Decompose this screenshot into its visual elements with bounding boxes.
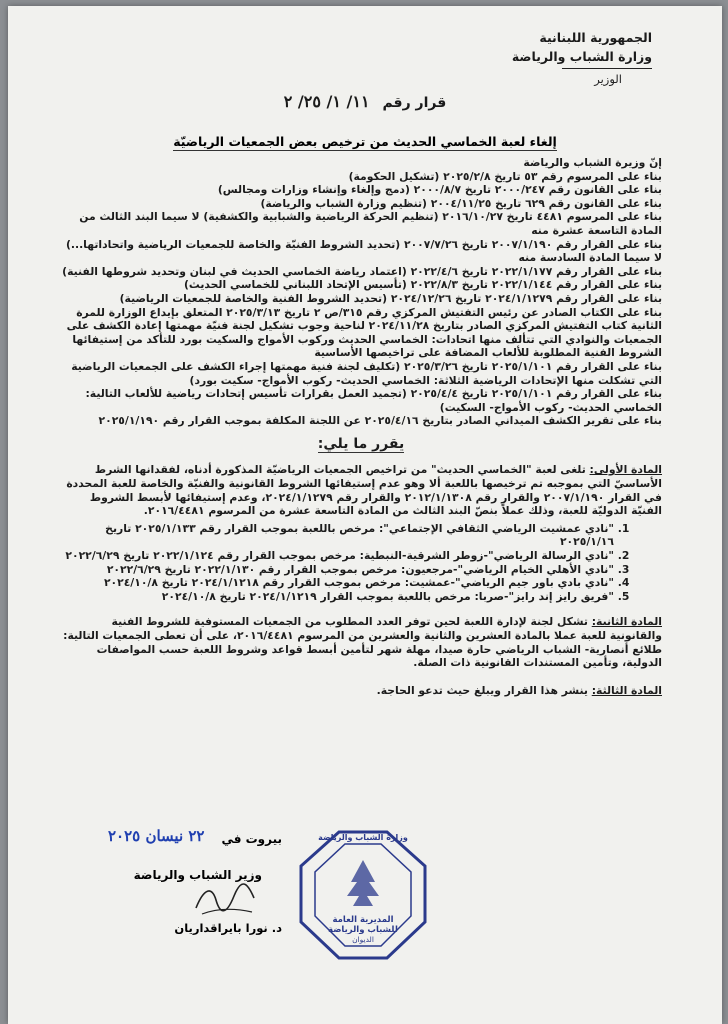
article-2-title: المادة الثانية: bbox=[591, 615, 662, 629]
preamble-line: بناء على القانون رقم ٦٢٩ تاريخ ٢٠٠٤/١١/٢٥ (تنظيم وزارة الشباب والرياضة) bbox=[260, 196, 662, 210]
minister-label: الوزير bbox=[594, 72, 622, 86]
preamble-line: بناء على المرسوم رقم ٥٣ تاريخ ٢٠٢٥/٢/٨ (تشكيل الحكومة) bbox=[348, 169, 662, 183]
stamp-line-3: الديوان bbox=[352, 935, 374, 944]
verdict-heading bbox=[60, 435, 662, 452]
document-body bbox=[60, 156, 662, 701]
letterhead bbox=[512, 28, 652, 69]
article-1-title: المادة الأولى: bbox=[589, 463, 662, 477]
stamp-line-1: المديرية العامة bbox=[332, 915, 394, 925]
article-1-text: تلغى لعبة "الخماسي الحديث" من تراخيص الجمعيات الرياضيّة المذكورة أدناه، لفقدانها الشرط الأساسيّ التي بموجبه تم ترخيصها باللعبة ألا وهو عدم إستيفائها الشروط القانونية والفنيّة والخاصة للعبة المحددة في القرار ٢٠٠٧/١/١٩٠ والقرار رقم ٢٠١٢/١/١٣٠٨ والقرار رقم ٢٠٢٤/١/١٢٧٩، وعدم إستيفائها لأبسط الشروط الفنيّة الدوليّة للعبة، وذلك عملاً بنصّ البند الثالث من المادة التاسعة عشرة من المرسوم ٢٠١٦/٤٤٨١. bbox=[66, 463, 662, 518]
signoff-name: د. نورا بايراقداريان bbox=[174, 921, 282, 935]
article-2-text: تشكل لجنة لإدارة اللعبة لحين توفر العدد المطلوب من الجمعيات المستوفية للشروط الفنية والقانونية للعبة عملا بالمادة العشرين والثانية والعشرين من المرسوم ٢٠١٦/٤٤٨١، على أن تعطى الجمعيات التالية: طلائع أنصارية- الشباب الرياضي حارة صيدا، مهلة شهر لتأمين أبسط قواعد وشروط اللعبة حسب المواصفات الدولية، وتأمين المستندات القانونية ذات الصلة. bbox=[63, 615, 662, 670]
stamp-line-2: للشباب والرياضة bbox=[328, 925, 398, 935]
article-1 bbox=[60, 463, 662, 517]
article-3-title: المادة الثالثة: bbox=[591, 683, 662, 697]
preamble-line: بناء على القانون رقم ٢٠٠٠/٢٤٧ تاريخ ٢٠٠٠/٨/٧ (دمج وإلغاء وإنشاء وزارات ومجالس) bbox=[217, 183, 662, 197]
signoff-title: وزير الشباب والرياضة bbox=[133, 868, 262, 882]
subject-text: إلغاء لعبة الخماسي الحديث من ترخيص بعض الجمعيات الرياضيّة bbox=[173, 134, 557, 149]
header-underline bbox=[562, 68, 652, 69]
signature-icon bbox=[190, 878, 260, 922]
preamble-line: بناء على القرار رقم ٢٠٢٥/١/١٠١ تاريخ ٢٠٢٥/٤/٤ (تجميد العمل بقرارات تأسيس إتحادات رياضية للألعاب التالية: الخماسي الحديث- ركوب الأمواج- السكيت) bbox=[85, 387, 662, 414]
list-item: 2. "نادي الرسالة الرياضي"-زوطر الشرقية-النبطية: مرخص بموجب القرار رقم ٢٠٢٢/١/١٢٤ تاريخ ٢٠٢٢/٦/٢٩ bbox=[60, 549, 614, 563]
decision-number: ١١/ ١/ ٢٥/ ٢ bbox=[283, 92, 370, 111]
article-3 bbox=[60, 684, 662, 698]
preamble-line: بناء على القرار رقم ٢٠٢٢/١/١٧٧ تاريخ ٢٠٢٢/٤/٦ (اعتماد رياضة الخماسي الحديث في لبنان وتحديد شروطها الفنية) bbox=[62, 264, 662, 278]
handwritten-date: ٢٢ نيسان ٢٠٢٥ bbox=[108, 827, 205, 845]
preamble-line: بناء على القرار رقم ٢٠٢٢/١/١٤٤ تاريخ ٢٠٢٢/٨/٣ (تأسيس الإتحاد اللبناني للخماسي الحديث) bbox=[184, 278, 662, 292]
list-item: 1. "نادي عمشيت الرياضي الثقافي الإجتماعي": مرخص باللعبة بموجب القرار رقم ٢٠٢٥/١/١٣٣ تاريخ ٢٠٢٥/١/١٦ bbox=[60, 522, 614, 549]
club-list bbox=[60, 522, 662, 604]
document-page bbox=[8, 6, 722, 1024]
ministry-name: وزارة الشباب والرياضة bbox=[511, 49, 652, 64]
preamble-line: بناء على تقرير الكشف الميداني الصادر بتاريخ ٢٠٢٥/٤/١٦ عن اللجنة المكلفة بموجب القرار رقم ٢٠٢٥/١/١٩٠ bbox=[98, 414, 662, 428]
preamble-line: إنّ وزيرة الشباب والرياضة bbox=[523, 156, 662, 169]
article-2 bbox=[60, 615, 662, 669]
preamble-line: بناء على الكتاب الصادر عن رئيس التفتيش المركزي رقم ٣١٥/ص ٢ تاريخ ٢٠٢٥/٣/١٣ المتعلق بإيداع الوزارة للمرة الثانية كتاب التفتيش المركزي الصادر بتاريخ ٢٠٢٤/١١/٢٨ لناحية وجوب تشكيل لجنة فنيّة مهمتها إعادة الكشف على الجمعيات والنوادي التي تتألف منها اتحادات: الخماسي الحديث وركوب الأمواج والسكيت بورد للتأكد من إستيفائها الشروط الفنية المطلوبة للألعاب المضافة على تراخيصها الأساسية bbox=[66, 305, 662, 360]
decision-label: قرار رقم bbox=[382, 95, 447, 111]
decision-number-line bbox=[8, 92, 722, 111]
preamble-line: بناء على المرسوم ٤٤٨١ تاريخ ٢٠١٦/١٠/٢٧ (تنظيم الحركة الرياضية والشبابية والكشفية) لا سيما البند الثالث من المادة التاسعة عشرة منه bbox=[79, 210, 662, 237]
list-item: 3. "نادي الأهلي الخيام الرياضي"-مرجعيون: مرخص بموجب القرار رقم ٢٠٢٢/١/١٣٠ تاريخ ٢٠٢٢/٦/٢٩ bbox=[60, 563, 614, 577]
article-3-text: ينشر هذا القرار ويبلغ حيث تدعو الحاجة. bbox=[376, 683, 588, 697]
signoff-city: بيروت في bbox=[221, 832, 282, 846]
preamble-line: بناء على القرار رقم ٢٠٢٥/١/١٠١ تاريخ ٢٠٢٥/٣/٢٦ (تكليف لجنة فنية مهمتها إجراء الكشف على الجمعيات الرياضية التي تشكلت منها الإتحادات الرياضية الثلاثة: الخماسي الحديث- ركوب الأمواج- سكيت بورد) bbox=[71, 359, 662, 387]
list-item: 4. "نادي بادي باور جيم الرياضي"-عمشيت: مرخص بموجب القرار رقم ٢٠٢٤/١/١٢١٨ تاريخ ٢٠٢٤/١٠/٨ bbox=[60, 576, 614, 590]
verdict-text: يقرر ما يلي: bbox=[317, 435, 405, 452]
preamble-line: بناء على القرار رقم ٢٠٠٧/١/١٩٠ تاريخ ٢٠٠٧/٧/٢٦ (تحديد الشروط الفنيّة والخاصة للجمعيات الرياضية واتحاداتها...) لا سيما المادة السادسة منه bbox=[65, 237, 662, 265]
republic-name: الجمهورية اللبنانية bbox=[539, 30, 652, 45]
ministry-stamp-icon bbox=[293, 826, 433, 966]
decision-subject bbox=[8, 134, 722, 149]
stamp-ring: وزارة الشباب والرياضة bbox=[318, 833, 408, 842]
preamble-line: بناء على القرار رقم ٢٠٢٤/١/١٢٧٩ تاريخ ٢٠٢٤/١٢/٢٦ (تحديد الشروط الفنية والخاصة للجمعيات الرياضية) bbox=[119, 291, 662, 305]
list-item: 5. "فريق رايز إند رايز"-صربا: مرخص باللعبة بموجب القرار ٢٠٢٤/١/١٢١٩ تاريخ ٢٠٢٤/١٠/٨ bbox=[60, 590, 614, 604]
